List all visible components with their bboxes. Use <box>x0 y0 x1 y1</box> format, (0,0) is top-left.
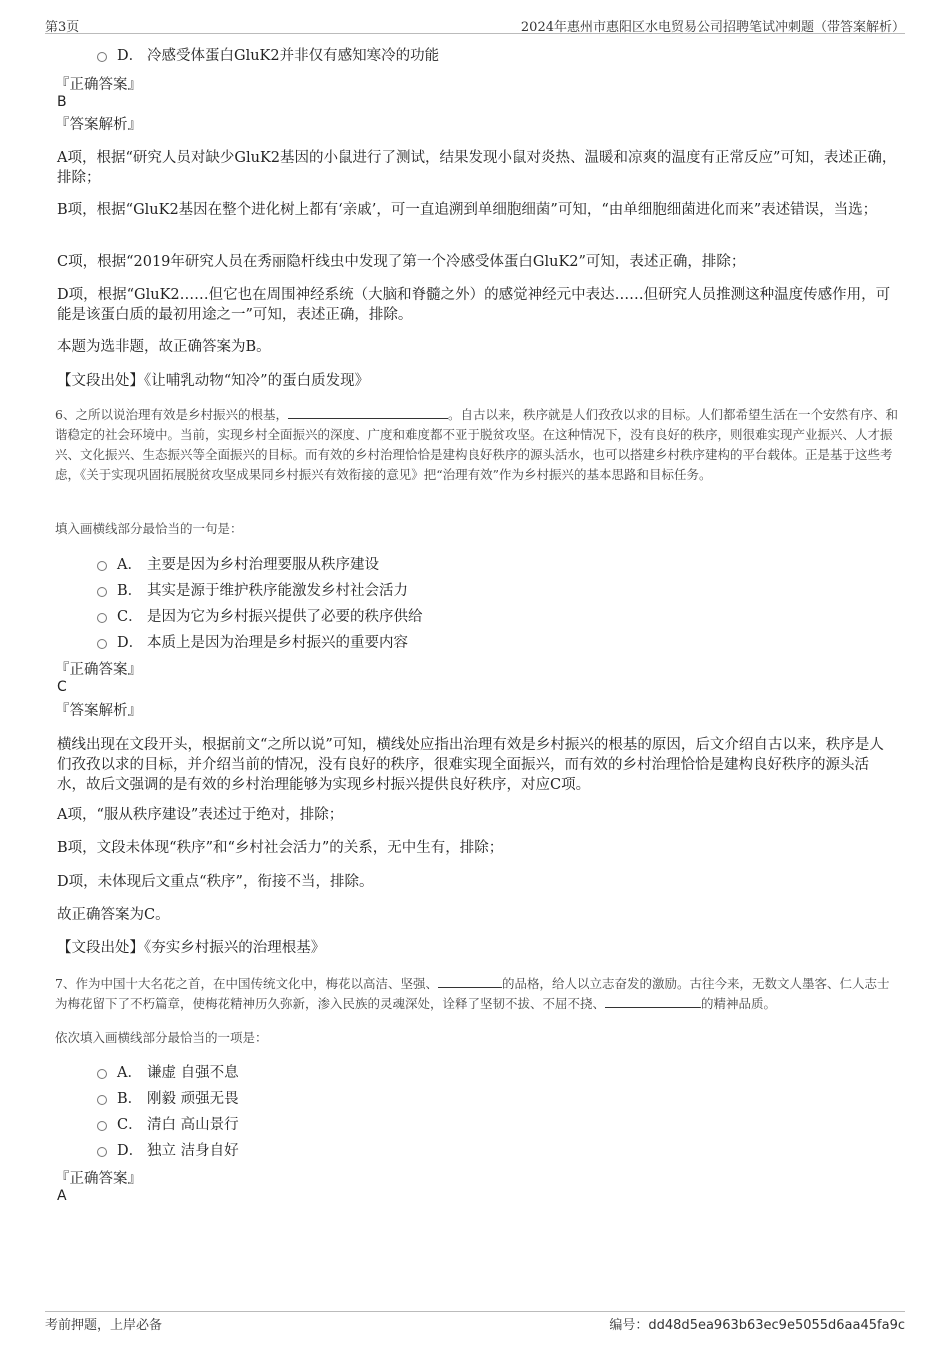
option-letter: A． <box>117 557 142 573</box>
radio-icon[interactable] <box>97 613 107 623</box>
option-letter: D． <box>117 635 144 651</box>
option-letter: C． <box>117 609 143 625</box>
option-text: 谦虚 自强不息 <box>147 1065 239 1081</box>
q7-option-d[interactable] <box>97 1141 239 1161</box>
radio-icon[interactable] <box>97 1147 107 1157</box>
radio-icon[interactable] <box>97 52 107 62</box>
analysis-paragraph: A项，“服从秩序建设”表述过于绝对，排除； <box>57 807 344 823</box>
question-6-stem: 6、之所以说治理有效是乡村振兴的根基， 。自古以来，秩序就是人们孜孜以求的目标。人们都希望生活在一个安然有序、和谐稳定的社会环境中。当前，实现乡村全面振兴的深度、广度和难度都不亚于脱贫攻坚。在这种情况下，没有良好的秩序，则很难实现产业振兴、人才振兴、文化振兴、生态振兴等全面振兴的目标。而有效的乡村治理恰恰是建构良好秩序的源头活水，也可以搭建乡村秩序建构的平台载体。正是基于这些考虑，《关于实现巩固拓展脱贫攻坚成果同乡村振兴有效衔接的意见》把“治理有效”作为乡村振兴的基本思路和目标任务。 <box>55 407 898 482</box>
document-title: 2024年惠州市惠阳区水电贸易公司招聘笔试冲刺题（带答案解析） <box>520 20 905 35</box>
page-number: 第3页 <box>45 20 80 35</box>
q5-option-d[interactable] <box>97 46 439 66</box>
q6-option-b[interactable] <box>97 581 408 601</box>
analysis-conclusion: 本题为选非题，故正确答案为B。 <box>57 339 271 355</box>
analysis-paragraph: D项，根据“GluK2……但它也在周围神经系统（大脑和脊髓之外）的感觉神经元中表达……但研究人员推测这种温度传感作用，可能是该蛋白质的最初用途之一”可知，表述正确，排除。 <box>57 287 891 323</box>
q6-option-d[interactable] <box>97 633 408 653</box>
analysis-paragraph: B项，文段未体现“秩序”和“乡村社会活力”的关系，无中生有，排除； <box>57 840 504 856</box>
question-7-stem: 7、作为中国十大名花之首，在中国传统文化中，梅花以高洁、坚强、 的品格，给人以立志奋发的激励。古往今来，无数文人墨客、仁人志士为梅花留下了不朽篇章，使梅花精神历久弥新，渗入民族的灵魂深处，诠释了坚韧不拔、不屈不挠、 的精神品质。 <box>55 976 890 1011</box>
option-letter: B． <box>117 583 143 599</box>
radio-icon[interactable] <box>97 1069 107 1079</box>
option-letter: A． <box>117 1065 142 1081</box>
correct-answer: C <box>57 679 67 695</box>
analysis-conclusion: 故正确答案为C。 <box>57 907 170 923</box>
footer-slogan: 考前押题，上岸必备 <box>45 1318 163 1333</box>
analysis-paragraph: B项，根据“GluK2基因在整个进化树上都有‘亲戚’，可一直追溯到单细胞细菌”可知，“由单细胞细菌进化而来”表述错误，当选； <box>57 202 878 218</box>
radio-icon[interactable] <box>97 561 107 571</box>
q7-option-c[interactable] <box>97 1115 239 1135</box>
analysis-heading: 『答案解析』 <box>55 703 142 719</box>
question-prompt: 填入画横线部分最恰当的一句是： <box>55 521 243 536</box>
answer-heading: 『正确答案』 <box>55 77 142 93</box>
analysis-paragraph: 横线出现在文段开头，根据前文“之所以说”可知，横线处应指出治理有效是乡村振兴的根基的原因，后文介绍自古以来，秩序是人们孜孜以求的目标，并介绍当前的情况，没有良好的秩序，很难实现全面振兴，而有效的乡村治理恰恰是建构良好秩序的源头活水，故后文强调的是有效的乡村治理能够为实现乡村振兴提供良好秩序，对应C项。 <box>57 737 884 793</box>
header-divider <box>45 33 905 34</box>
analysis-paragraph: A项，根据“研究人员对缺少GluK2基因的小鼠进行了测试，结果发现小鼠对炎热、温暖和凉爽的温度有正常反应”可知，表述正确，排除； <box>57 150 897 186</box>
option-text: 其实是源于维护秩序能激发乡村社会活力 <box>147 583 408 599</box>
radio-icon[interactable] <box>97 639 107 649</box>
option-text: 刚毅 顽强无畏 <box>147 1091 239 1107</box>
option-letter: D． <box>117 1143 144 1159</box>
analysis-heading: 『答案解析』 <box>55 117 142 133</box>
answer-blank <box>288 406 448 419</box>
option-text: 独立 洁身自好 <box>147 1143 239 1159</box>
question-prompt: 依次填入画横线部分最恰当的一项是： <box>55 1030 268 1045</box>
answer-heading: 『正确答案』 <box>55 662 142 678</box>
option-text: 主要是因为乡村治理要服从秩序建设 <box>147 557 379 573</box>
option-text: 是因为它为乡村振兴提供了必要的秩序供给 <box>147 609 423 625</box>
source-citation: 【文段出处】《让哺乳动物“知冷”的蛋白质发现》 <box>57 373 370 389</box>
analysis-paragraph: C项，根据“2019年研究人员在秀丽隐杆线虫中发现了第一个冷感受体蛋白GluK2”可知，表述正确，排除； <box>57 254 746 270</box>
radio-icon[interactable] <box>97 1121 107 1131</box>
correct-answer: A <box>57 1188 67 1204</box>
radio-icon[interactable] <box>97 587 107 597</box>
option-letter: D． <box>117 48 144 64</box>
q6-option-c[interactable] <box>97 607 423 627</box>
option-letter: B． <box>117 1091 143 1107</box>
source-citation: 【文段出处】《夯实乡村振兴的治理根基》 <box>57 940 326 956</box>
option-letter: C． <box>117 1117 143 1133</box>
option-text: 清白 高山景行 <box>147 1117 239 1133</box>
footer-divider <box>45 1311 905 1312</box>
option-text: 本质上是因为治理是乡村振兴的重要内容 <box>147 635 408 651</box>
document-code: 编号：dd48d5ea963b63ec9e5055d6aa45fa9c <box>609 1318 905 1333</box>
q6-option-a[interactable] <box>97 555 379 575</box>
answer-blank <box>605 995 701 1008</box>
q7-option-a[interactable] <box>97 1063 239 1083</box>
q7-option-b[interactable] <box>97 1089 239 1109</box>
analysis-paragraph: D项，未体现后文重点“秩序”，衔接不当，排除。 <box>57 874 374 890</box>
correct-answer: B <box>57 94 67 110</box>
radio-icon[interactable] <box>97 1095 107 1105</box>
answer-heading: 『正确答案』 <box>55 1171 142 1187</box>
answer-blank <box>438 975 502 988</box>
option-text: 冷感受体蛋白GluK2并非仅有感知寒冷的功能 <box>147 48 440 64</box>
